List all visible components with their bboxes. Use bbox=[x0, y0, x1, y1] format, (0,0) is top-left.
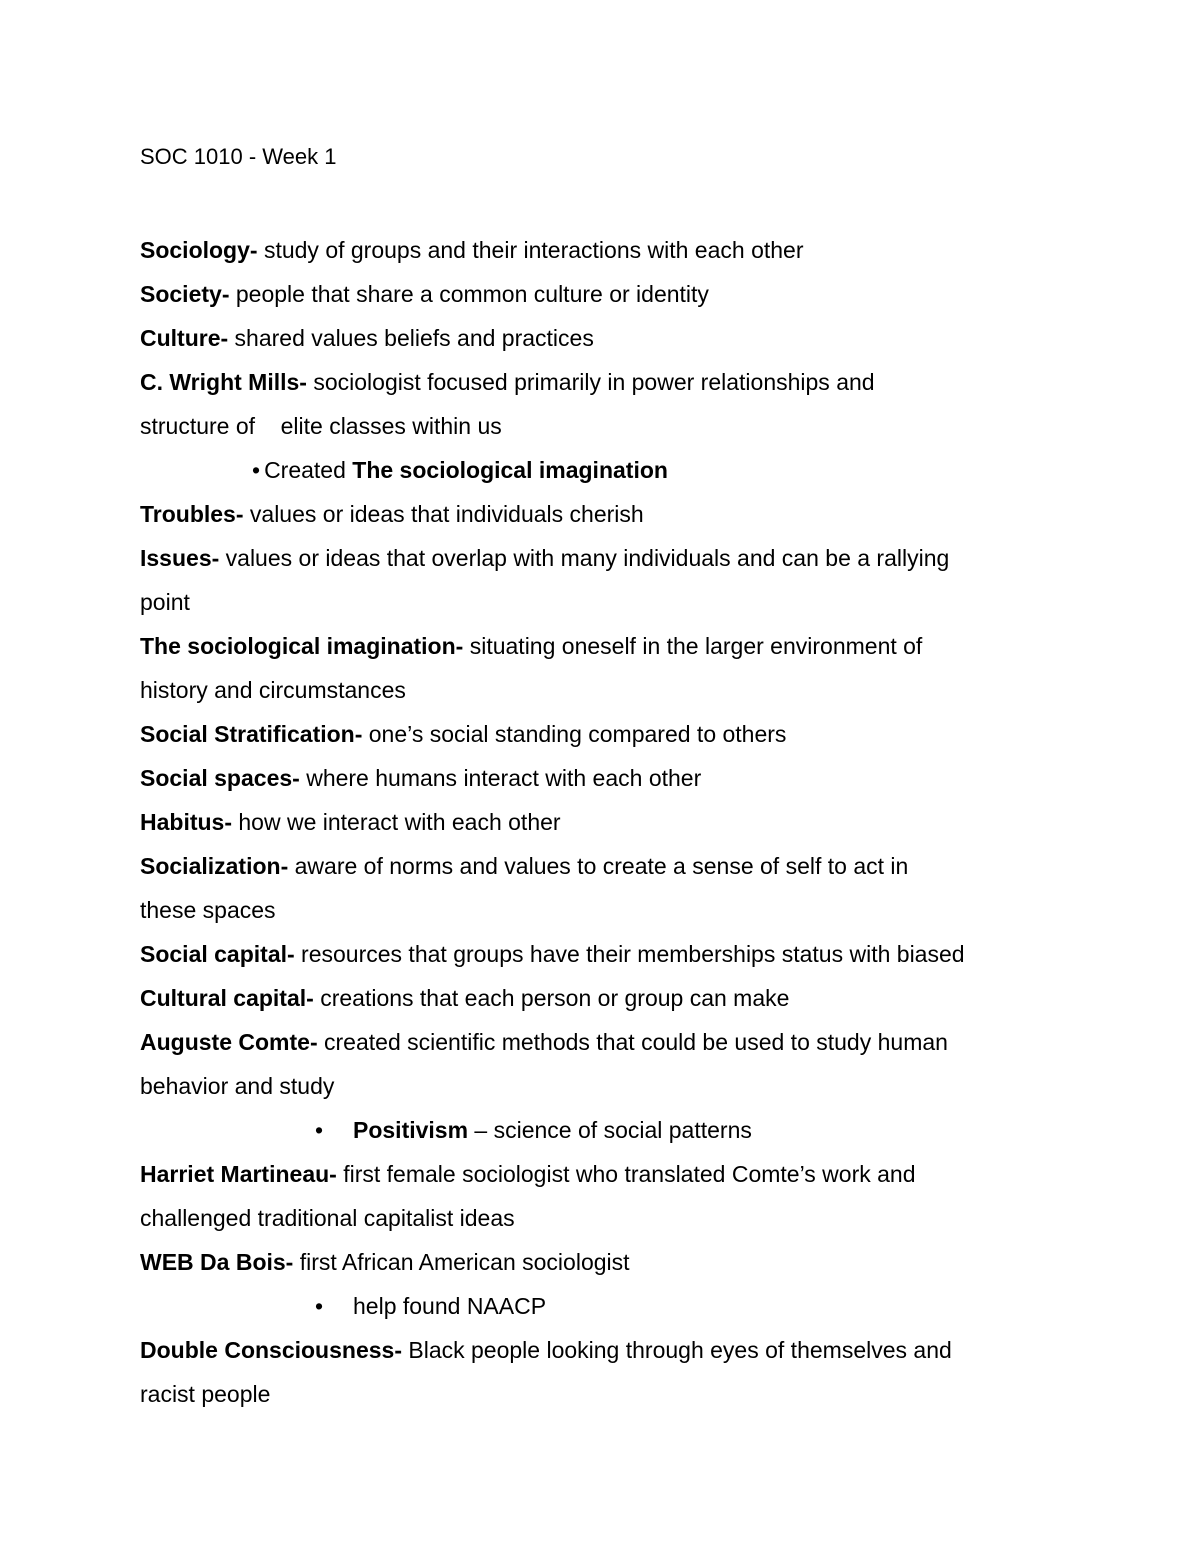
term-label: The sociological imagination- bbox=[140, 633, 464, 659]
term-label: Harriet Martineau- bbox=[140, 1161, 337, 1187]
term-definition: aware of norms and values to create a sense of self to act in bbox=[288, 853, 909, 879]
term-definition-continued: behavior and study bbox=[140, 1073, 335, 1099]
term-definition: values or ideas that overlap with many individuals and can be a rallying bbox=[219, 545, 950, 571]
term-definition: where humans interact with each other bbox=[299, 765, 702, 791]
term-label: Issues- bbox=[140, 545, 220, 571]
bullet-text: – science of social patterns bbox=[468, 1117, 752, 1143]
term-label: Culture- bbox=[140, 325, 229, 351]
term-label: WEB Da Bois- bbox=[140, 1249, 294, 1275]
entry-society bbox=[140, 272, 1070, 316]
term-definition-continued: racist people bbox=[140, 1381, 271, 1407]
term-definition: Black people looking through eyes of themselves and bbox=[401, 1337, 952, 1363]
term-definition-continued: challenged traditional capitalist ideas bbox=[140, 1205, 515, 1231]
entry-mills-continued bbox=[140, 404, 1070, 448]
term-label: C. Wright Mills- bbox=[140, 369, 307, 395]
term-definition-continued: these spaces bbox=[140, 897, 276, 923]
bullet-icon: • bbox=[315, 1117, 324, 1143]
entry-martineau-continued bbox=[140, 1196, 1070, 1240]
entry-martineau bbox=[140, 1152, 1070, 1196]
term-label: Sociology- bbox=[140, 237, 258, 263]
entry-double-consciousness bbox=[140, 1328, 1070, 1372]
entry-issues bbox=[140, 536, 1070, 580]
bullet-bold-text: Positivism bbox=[353, 1117, 469, 1143]
term-label: Social spaces- bbox=[140, 765, 300, 791]
term-definition: situating oneself in the larger environment of bbox=[463, 633, 923, 659]
term-definition: people that share a common culture or identity bbox=[229, 281, 709, 307]
term-definition: values or ideas that individuals cherish bbox=[243, 501, 644, 527]
term-definition: created scientific methods that could be used to study human bbox=[317, 1029, 948, 1055]
bullet-comte bbox=[140, 1108, 1070, 1152]
entry-issues-continued bbox=[140, 580, 1070, 624]
page-title: SOC 1010 - Week 1 bbox=[140, 144, 337, 169]
bullet-mills bbox=[140, 448, 1070, 492]
term-definition: resources that groups have their memberships status with biased bbox=[294, 941, 965, 967]
term-definition-continued: structure of elite classes within us bbox=[140, 413, 502, 439]
term-label: Double Consciousness- bbox=[140, 1337, 402, 1363]
entry-socialization-continued bbox=[140, 888, 1070, 932]
term-definition: one’s social standing compared to others bbox=[362, 721, 787, 747]
bullet-dubois bbox=[140, 1284, 1070, 1328]
term-definition: first African American sociologist bbox=[293, 1249, 630, 1275]
entry-socialization bbox=[140, 844, 1070, 888]
entry-cultural-capital bbox=[140, 976, 1070, 1020]
term-label: Auguste Comte- bbox=[140, 1029, 318, 1055]
entry-social-spaces bbox=[140, 756, 1070, 800]
bullet-icon: • bbox=[315, 1293, 324, 1319]
term-label: Social capital- bbox=[140, 941, 295, 967]
bullet-bold-text: The sociological imagination bbox=[352, 457, 668, 483]
entry-mills bbox=[140, 360, 1070, 404]
entry-comte-continued bbox=[140, 1064, 1070, 1108]
entry-double-consciousness-continued bbox=[140, 1372, 1070, 1416]
bullet-text: help found NAACP bbox=[353, 1293, 547, 1319]
term-definition: sociologist focused primarily in power relationships and bbox=[306, 369, 875, 395]
entry-culture bbox=[140, 316, 1070, 360]
entry-imagination-continued bbox=[140, 668, 1070, 712]
term-definition: shared values beliefs and practices bbox=[228, 325, 594, 351]
entry-social-capital bbox=[140, 932, 1070, 976]
term-label: Socialization- bbox=[140, 853, 289, 879]
term-definition: how we interact with each other bbox=[232, 809, 561, 835]
bullet-text: Created bbox=[264, 457, 353, 483]
term-definition-continued: point bbox=[140, 589, 190, 615]
term-definition: creations that each person or group can make bbox=[313, 985, 790, 1011]
entry-habitus bbox=[140, 800, 1070, 844]
term-definition-continued: history and circumstances bbox=[140, 677, 406, 703]
entry-imagination bbox=[140, 624, 1070, 668]
term-label: Habitus- bbox=[140, 809, 232, 835]
term-label: Social Stratification- bbox=[140, 721, 363, 747]
entry-comte bbox=[140, 1020, 1070, 1064]
entry-dubois bbox=[140, 1240, 1070, 1284]
term-label: Society- bbox=[140, 281, 230, 307]
entry-troubles bbox=[140, 492, 1070, 536]
term-definition: study of groups and their interactions with each other bbox=[257, 237, 804, 263]
term-definition: first female sociologist who translated Comte’s work and bbox=[336, 1161, 916, 1187]
notes-body bbox=[140, 228, 1070, 1416]
entry-sociology bbox=[140, 228, 1070, 272]
term-label: Troubles- bbox=[140, 501, 244, 527]
term-label: Cultural capital- bbox=[140, 985, 314, 1011]
entry-stratification bbox=[140, 712, 1070, 756]
bullet-icon: • bbox=[252, 457, 261, 483]
